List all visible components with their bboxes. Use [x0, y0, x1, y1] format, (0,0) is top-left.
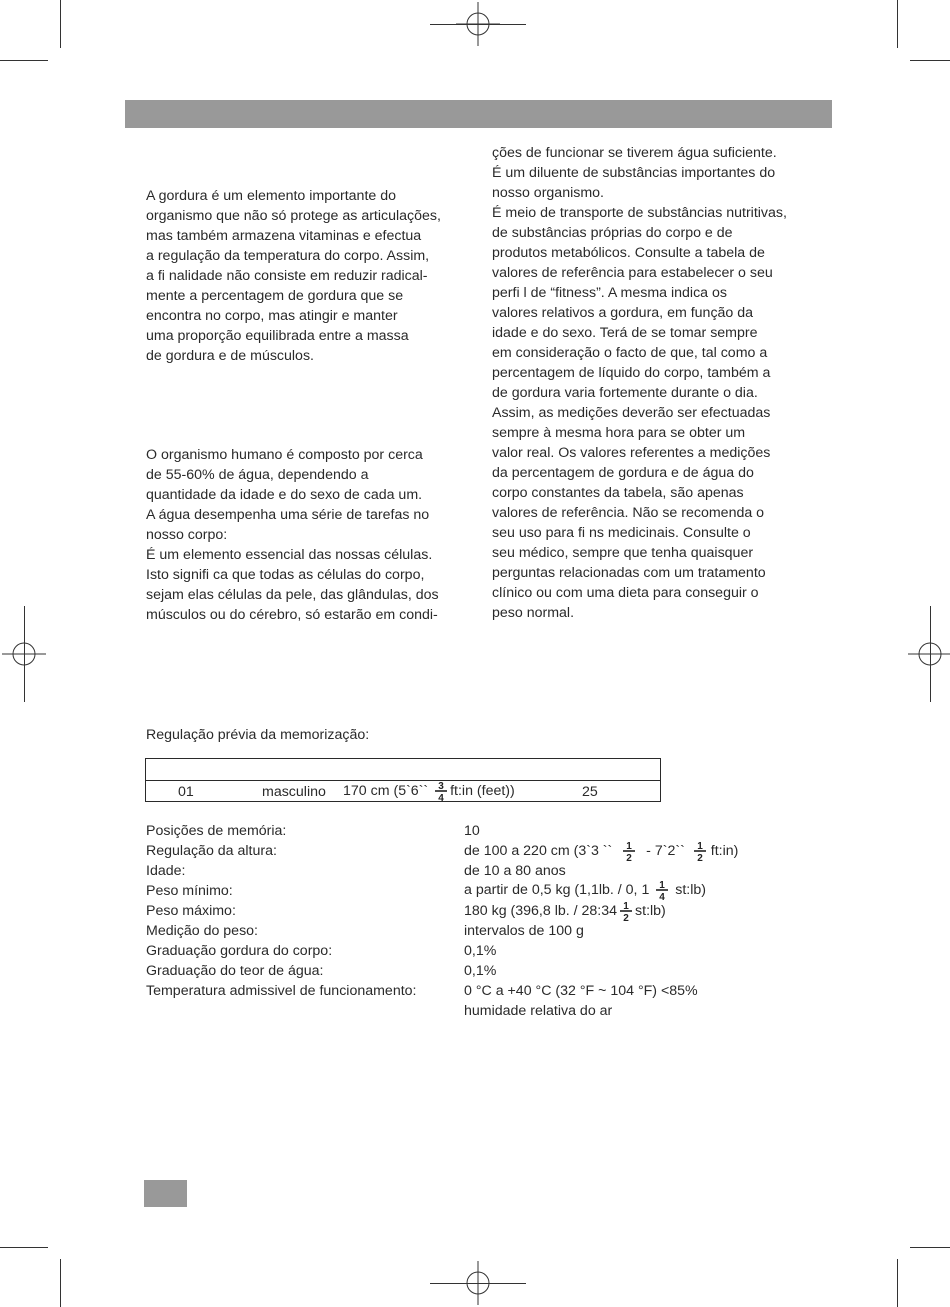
- memory-height-prefix: 170 cm (5`6``: [343, 782, 429, 799]
- spec-label: Graduação gordura do corpo:: [146, 943, 333, 959]
- spec-label: Peso máximo:: [146, 903, 236, 919]
- memory-table: [145, 758, 661, 802]
- spec-value: intervalos de 100 g: [464, 923, 584, 939]
- spec-value: [464, 900, 666, 922]
- fraction-half: [622, 840, 636, 862]
- specifications: [146, 821, 826, 1021]
- crop-mark: [60, 0, 61, 48]
- spec-temperature-cont: [146, 1001, 826, 1021]
- spec-value: 10: [464, 823, 480, 839]
- frac-num: 1: [696, 841, 703, 852]
- fraction-half: [619, 900, 633, 922]
- frac-num: 1: [626, 841, 632, 852]
- spec-label: Posições de memória:: [146, 823, 287, 839]
- spec-water-step: [146, 961, 826, 981]
- crop-mark: [910, 1247, 950, 1248]
- spec-label: Medição do peso:: [146, 923, 258, 939]
- registration-line: [430, 1283, 526, 1284]
- registration-line: [24, 606, 25, 702]
- spec-label: Peso mínimo:: [146, 883, 233, 899]
- frac-den: 4: [438, 793, 444, 802]
- max-weight-a: 180 kg (396,8 lb. / 28:34: [464, 902, 618, 919]
- memory-height: [343, 780, 515, 802]
- spec-label: Idade:: [146, 863, 186, 879]
- spec-value: 0,1%: [464, 963, 497, 979]
- spec-temperature: [146, 981, 826, 1001]
- registration-line: [930, 606, 931, 702]
- crop-mark: [910, 60, 950, 61]
- spec-max-weight: [146, 901, 826, 921]
- height-range-a: de 100 a 220 cm (3`3 ``: [464, 842, 613, 859]
- left-column: [146, 186, 471, 366]
- height-range-c: ft:in): [710, 842, 739, 859]
- spec-value: [464, 840, 738, 862]
- registration-mark-right: [908, 632, 950, 676]
- height-range-b: - 7`2``: [646, 842, 685, 859]
- spec-value: [464, 879, 706, 901]
- fat-paragraph: A gordura é um elemento importante do organismo que não só protege as articulações, mas também armazena vitaminas e efectua a regulação da temperatura do corpo. Assim, a fi nalidade não consiste em reduzir radical- mente a percentagem de gordura que se encontra no corpo, mas atingir e manter uma proporção equilibrada entre a massa de gordura e de músculos.: [146, 188, 441, 364]
- crop-mark: [897, 1259, 898, 1307]
- memory-heading: Regulação prévia da memorização:: [146, 727, 370, 743]
- memory-height-suffix: ft:in (feet)): [450, 782, 515, 799]
- frac-den: 2: [696, 853, 703, 862]
- water-paragraph: O organismo humano é composto por cerca de 55-60% de água, dependendo a quantidade da idade e do sexo de cada um. A água desempenha uma série de tarefas no nosso corpo: É um elemento essencial das nossas células. Isto signifi ca que todas as células do corpo, sejam elas células da pele, das glândulas, dos músculos ou do cérebro, só estarão em condi-: [146, 447, 439, 623]
- page-number-box: [144, 1180, 187, 1207]
- memory-table-header-row: [146, 759, 660, 781]
- frac-num: 3: [438, 781, 444, 792]
- spec-height-range: [146, 841, 826, 861]
- spec-weight-step: [146, 921, 826, 941]
- fraction-half: [693, 840, 707, 862]
- registration-line: [430, 24, 526, 25]
- crop-mark: [60, 1259, 61, 1307]
- frac-num: 1: [659, 880, 666, 891]
- spec-memory-positions: [146, 821, 826, 841]
- max-weight-b: st:lb): [635, 902, 666, 919]
- spec-age: [146, 861, 826, 881]
- crop-mark: [0, 60, 48, 61]
- fraction-quarter: [655, 879, 669, 901]
- frac-den: 2: [623, 913, 629, 922]
- memory-position: 01: [178, 784, 194, 800]
- right-column: [492, 143, 817, 623]
- crop-mark: [897, 0, 898, 48]
- fraction-three-quarters: [434, 780, 448, 802]
- crop-mark: [0, 1247, 48, 1248]
- spec-label: Temperatura admissivel de funcionamento:: [146, 983, 417, 999]
- min-weight-b: st:lb): [675, 881, 706, 898]
- spec-value: 0,1%: [464, 943, 497, 959]
- spec-value: humidade relativa do ar: [464, 1003, 613, 1019]
- water-continued-paragraph: ções de funcionar se tiverem água suficiente. É um diluente de substâncias importantes do nosso organismo. É meio de transporte de substâncias nutritivas, de substâncias próprias do corpo e de produtos metabólicos. Consulte a tabela de valores de referência para estabelecer o seu perfi l de “fitness”. A mesma indica os valores relativos a gordura, em função da idade e do sexo. Terá de se tomar sempre em consideração o facto de que, tal como a percentagem de líquido do corpo, também a de gordura varia fortemente durante o dia. Assim, as medições deverão ser efectuadas sempre à mesma hora para se obter um valor real. Os valores referentes a medições da percentagem de gordura e de água do corpo constantes da tabela, são apenas valores de referência. Não se recomenda o seu uso para fi ns medicinais. Consulte o seu médico, sempre que tenha quaisquer perguntas relacionadas com um tratamento clínico ou com uma dieta para conseguir o peso normal.: [492, 145, 787, 621]
- spec-fat-step: [146, 941, 826, 961]
- spec-value: 0 °C a +40 °C (32 °F ~ 104 °F) <85%: [464, 983, 698, 999]
- left-column-water: [146, 445, 471, 625]
- frac-den: 4: [659, 892, 666, 901]
- memory-sex: masculino: [262, 784, 326, 800]
- spec-min-weight: [146, 881, 826, 901]
- frac-den: 2: [626, 853, 632, 862]
- spec-value: de 10 a 80 anos: [464, 863, 566, 879]
- memory-table-row: [146, 781, 660, 803]
- spec-label: Graduação do teor de água:: [146, 963, 324, 979]
- min-weight-a: a partir de 0,5 kg (1,1lb. / 0, 1: [464, 881, 650, 898]
- memory-age: 25: [582, 784, 598, 800]
- spec-label: Regulação da altura:: [146, 843, 277, 859]
- header-bar: [125, 100, 832, 128]
- frac-num: 1: [623, 901, 629, 912]
